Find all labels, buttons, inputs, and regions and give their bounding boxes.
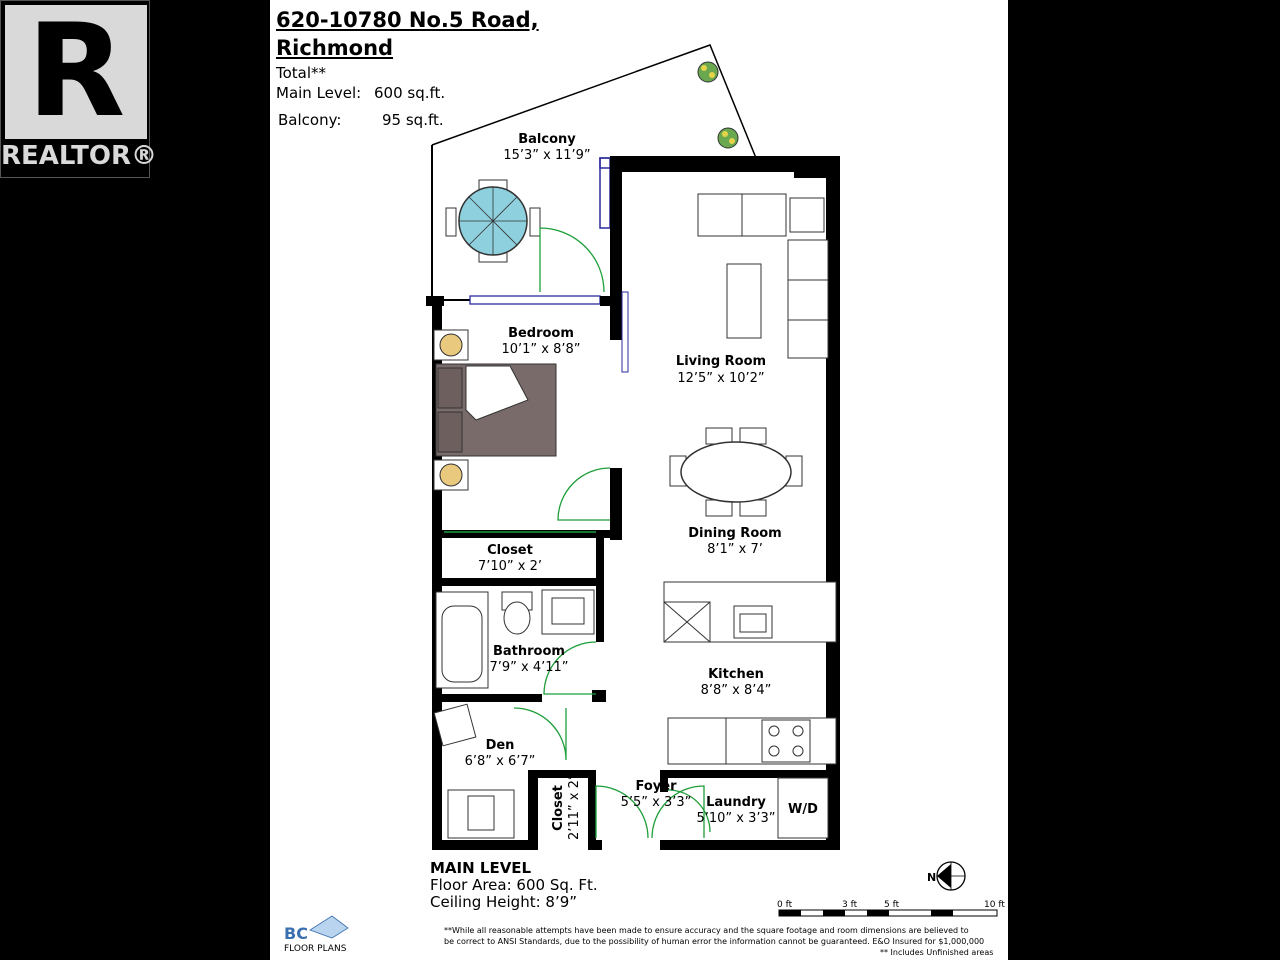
address-line-2: Richmond (276, 36, 394, 60)
level-floor-area: Floor Area: 600 Sq. Ft. (430, 876, 598, 894)
level-title: MAIN LEVEL (430, 859, 532, 877)
bedroom-window (470, 296, 600, 304)
room-dims-closet: 7’10” x 2’ (477, 559, 543, 574)
scale-5: 5 ft (884, 900, 900, 910)
chair-icon (446, 208, 456, 236)
room-dims-balcony: 15’3” x 11’9” (503, 148, 591, 163)
couch-icon (788, 240, 828, 358)
scale-0: 0 ft (777, 900, 793, 910)
balcony-value: 95 sq.ft. (382, 111, 444, 129)
scale-3: 3 ft (842, 900, 858, 910)
room-name-dining: Dining Room (688, 526, 782, 541)
room-dims-bedroom: 10’1” x 8’8” (501, 342, 581, 357)
brand-name: FLOOR PLANS (284, 944, 347, 954)
room-dims-foyer: 5’5” x 3’3” (620, 795, 692, 810)
scale-bar (777, 900, 1005, 916)
plant-icon (698, 62, 718, 82)
disclaimer-line-2: be correct to ANSI Standards, due to the possibility of human error the information cannot be guaranteed. E&O Insured for $1,000,000 (444, 937, 985, 946)
room-name-bedroom: Bedroom (508, 326, 574, 341)
chair-icon (530, 208, 540, 236)
coffee-table-icon (727, 264, 761, 338)
brand-mark: BC (284, 924, 308, 943)
room-name-foyer: Foyer (635, 779, 677, 794)
balcony-door (540, 228, 604, 292)
disclaimer-line-3: ** Includes Unfinished areas (880, 948, 994, 957)
room-name-balcony: Balcony (518, 132, 576, 147)
address-line-1: 620-10780 No.5 Road, (276, 8, 539, 32)
washer-dryer-label: W/D (788, 802, 818, 817)
balcony-label: Balcony: (278, 111, 342, 129)
disclaimer-line-1: **While all reasonable attempts have been made to ensure accuracy and the square footage and room dimensions are believed to (444, 926, 969, 935)
room-dims-kitchen: 8’8” x 8’4” (700, 683, 772, 698)
room-name-den: Den (485, 738, 515, 753)
realtor-logo-box (5, 0, 147, 146)
main-level-label: Main Level: (276, 84, 362, 102)
stove-icon (762, 720, 810, 762)
kitchen-counter-lower (668, 718, 836, 764)
room-dims-living: 12’5” x 10’2” (677, 371, 765, 386)
room-name-kitchen: Kitchen (708, 667, 764, 682)
total-label: Total** (276, 64, 327, 82)
brand-logo (284, 916, 348, 954)
room-dims-bathroom: 7’9” x 4’11” (489, 660, 569, 675)
main-level-value: 600 sq.ft. (374, 84, 446, 102)
bathroom-fixtures (436, 590, 596, 694)
side-table-icon (790, 198, 824, 232)
den-door (514, 708, 566, 760)
realtor-logo-letter: R (26, 0, 126, 146)
floor-plan-sheet (270, 0, 1008, 960)
windows (622, 292, 628, 372)
realtor-logo-text: REALTOR® (1, 141, 158, 171)
level-ceiling-height: Ceiling Height: 8’9” (430, 893, 578, 911)
room-name-closet: Closet (487, 543, 533, 558)
bedroom-furniture (434, 330, 610, 532)
compass-north: N (927, 871, 937, 884)
scale-10: 10 ft (984, 900, 1005, 910)
dining-table-icon (681, 442, 791, 502)
lamp-icon (440, 464, 462, 486)
realtor-logo (0, 0, 158, 178)
dining-furniture (670, 428, 802, 516)
room-dims-den: 6’8” x 6’7” (464, 754, 536, 769)
room-dims-laundry: 5’10” x 3’3” (696, 811, 776, 826)
room-dims-closet-small: 2’11” x 2’ (567, 775, 582, 841)
bedroom-door (558, 468, 610, 520)
compass (927, 862, 965, 890)
room-name-living: Living Room (675, 354, 767, 369)
room-dims-dining: 8’1” x 7’ (707, 542, 763, 557)
plant-icon (718, 128, 738, 148)
room-name-bathroom: Bathroom (493, 644, 565, 659)
room-name-closet-small: Closet (551, 785, 566, 831)
lamp-icon (440, 334, 462, 356)
living-furniture (698, 194, 828, 358)
room-name-laundry: Laundry (706, 795, 766, 810)
floor-plan-drawing (270, 0, 1008, 960)
